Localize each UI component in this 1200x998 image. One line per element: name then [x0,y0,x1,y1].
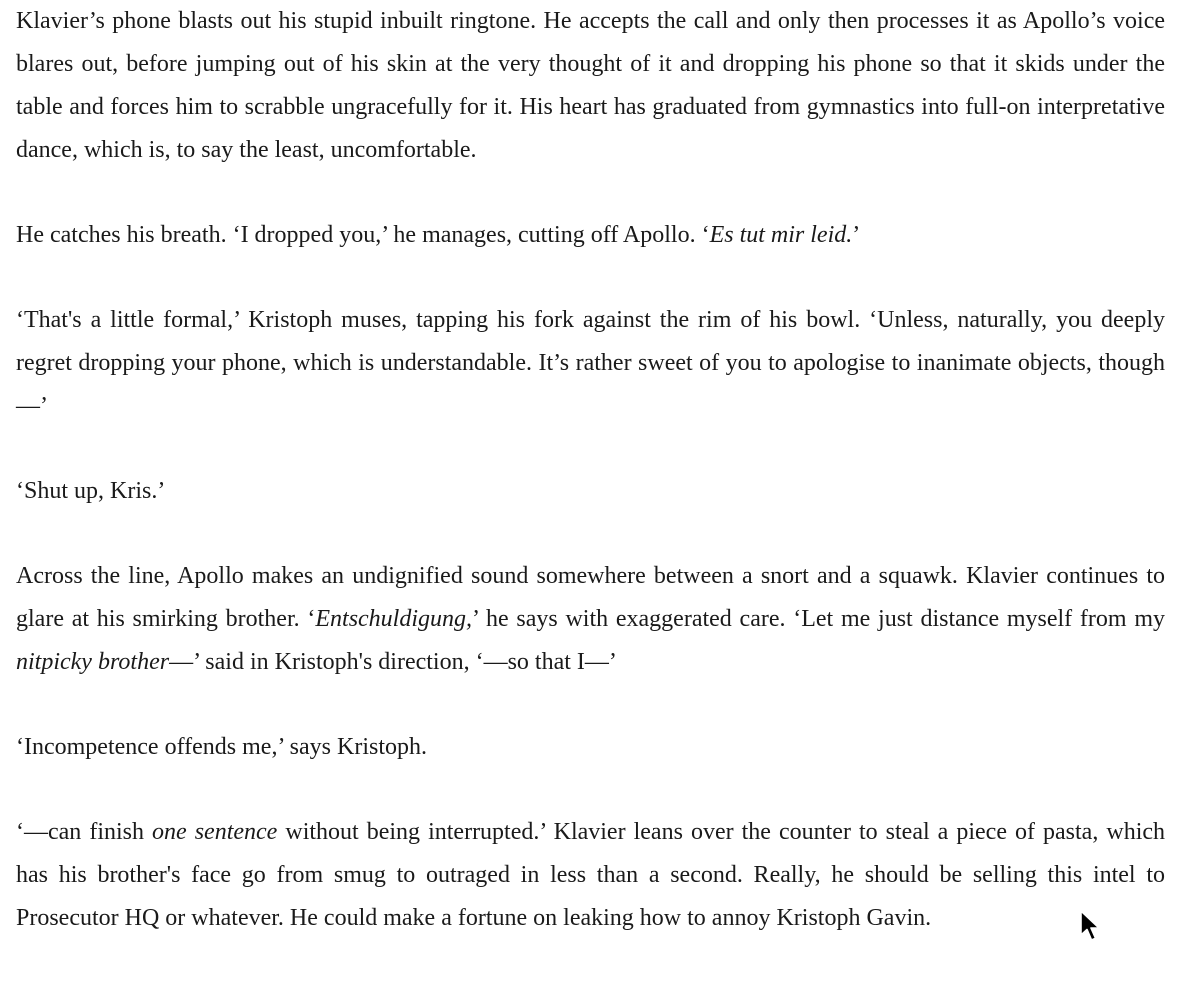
paragraph-4 [16,470,1165,513]
italic-segment: nitpicky brother [16,649,170,675]
text-segment: ’ he says with exaggerated care. ‘Let me just distance myself from my [472,606,1165,632]
text-segment: ‘Shut up, Kris.’ [16,478,166,504]
italic-segment: one sentence [152,819,278,845]
story-text [16,0,1165,940]
text-segment: ‘—can finish [16,819,153,845]
text-segment: Klavier’s phone blasts out his stupid inbuilt ringtone. He accepts the call and only then processes it as Apollo’s voice blares out, before jumping out of his skin at the very thought of it and dropping his phone so that it skids under the table and forces him to scrabble ungracefully for it. His heart has graduated from gymnastics into full-on interpretative dance, which is, to say the least, uncomfortable. [16,8,1165,163]
italic-segment: Entschuldigung, [315,606,473,632]
mouse-pointer-icon [1079,910,1101,942]
italic-segment: Es tut mir leid. [709,222,853,248]
paragraph-1 [16,0,1165,172]
text-segment: ‘Incompetence offends me,’ says Kristoph. [16,734,427,760]
text-segment: ‘That's a little formal,’ Kristoph muses, tapping his fork against the rim of his bowl. ‘Unless, naturally, you deeply regret dropping your phone, which is understandable. It’s rather sweet of you to apologise to inanimate objects, though—’ [16,307,1165,419]
paragraph-6 [16,726,1165,769]
text-segment: without being interrupted.’ Klavier leans over the counter to steal a piece of pasta, which has his brother's face go from smug to outraged in less than a second. Really, he should be selling this intel to Prosecutor HQ or whatever. He could make a fortune on leaking how to annoy Kristoph Gavin. [16,819,1166,931]
text-segment: He catches his breath. ‘I dropped you,’ he manages, cutting off Apollo. ‘ [16,222,710,248]
paragraph-7 [16,811,1165,940]
text-segment: Across the line, Apollo makes an undignified sound somewhere between a snort and a squawk. Klavier continues to glare at his smirking brother. ‘ [16,563,1165,632]
paragraph-2 [16,214,1165,257]
text-segment: ’ [852,222,861,248]
paragraph-5 [16,555,1165,684]
paragraph-3 [16,299,1165,428]
text-segment: —’ said in Kristoph's direction, ‘—so that I—’ [169,649,617,675]
